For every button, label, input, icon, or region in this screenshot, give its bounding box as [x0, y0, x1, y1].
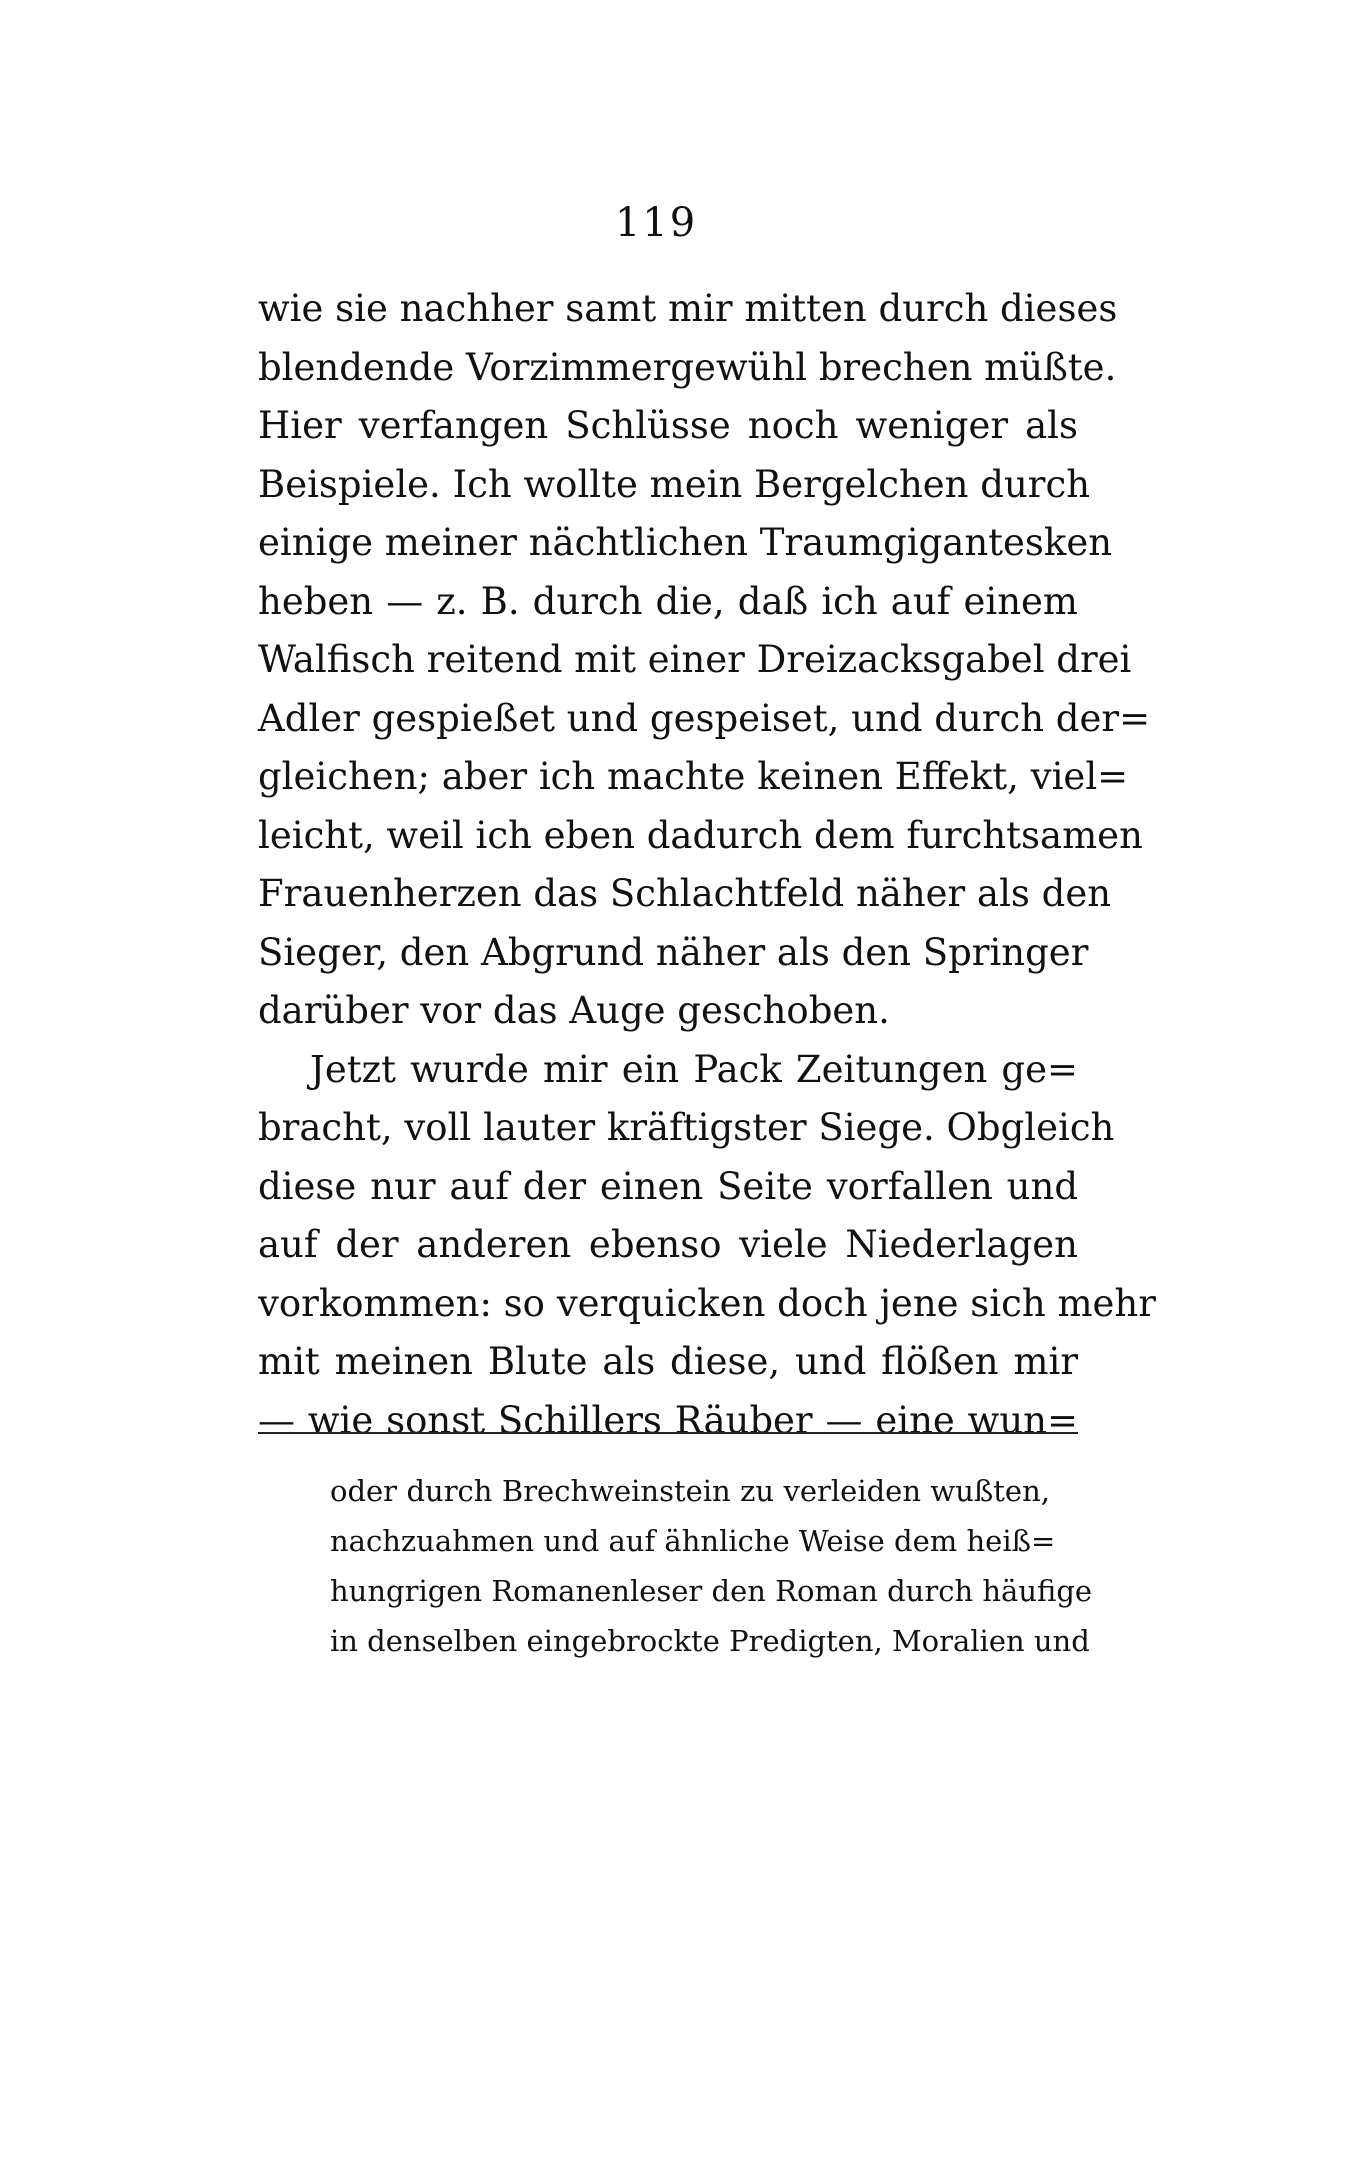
text-line: wie sie nachher samt mir mitten durch dieses — [258, 287, 1118, 330]
text-line: leicht, weil ich eben dadurch dem furchtsamen — [258, 813, 1143, 857]
text-line: vorkommen: so verquicken doch jene sich mehr — [258, 1281, 1156, 1325]
text-line: Adler gespießet und gespeiset, und durch der= — [258, 696, 1151, 740]
text-line: mit meinen Blute als diese, und flößen mir — [258, 1340, 1078, 1383]
text-line: heben — z. B. durch die, daß ich auf einem — [258, 579, 1078, 623]
text-line: blendende Vorzimmergewühl brechen müßte. — [258, 345, 1117, 389]
text-line: — wie sonst Schillers Räuber — eine wun= — [258, 1398, 1078, 1442]
footnote-line: in denselben eingebrockte Predigten, Moralien und — [330, 1624, 1090, 1658]
text-line: Walfisch reitend mit einer Dreizacksgabel drei — [258, 638, 1132, 681]
text-line: bracht, voll lauter kräftigster Siege. Obgleich — [258, 1106, 1115, 1149]
text-line: Sieger, den Abgrund näher als den Springer — [258, 930, 1089, 974]
footnote-line: nachzuahmen und auf ähnliche Weise dem heiß= — [330, 1524, 1056, 1558]
footnote — [330, 1466, 1093, 1666]
text-line: Frauenherzen das Schlachtfeld näher als den — [258, 872, 1112, 915]
footnote-line: oder durch Brechweinstein zu verleiden wußten, — [330, 1474, 1050, 1508]
text-line: diese nur auf der einen Seite vorfallen und — [258, 1164, 1078, 1208]
page-number: 119 — [614, 200, 698, 246]
paragraph-end-line: darüber vor das Auge geschoben. — [258, 989, 890, 1032]
text-line: einige meiner nächtlichen Traumgigantesken — [258, 521, 1113, 564]
body-text — [258, 280, 1156, 1450]
paragraph-start-line: Jetzt wurde mir ein Pack Zeitungen ge= — [310, 1047, 1078, 1091]
footnote-line: hungrigen Romanenleser den Roman durch häufige — [330, 1574, 1093, 1608]
footnote-divider — [258, 1432, 1078, 1434]
text-line: Hier verfangen Schlüsse noch weniger als — [258, 404, 1078, 447]
text-line: auf der anderen ebenso viele Niederlagen — [258, 1223, 1078, 1266]
text-line: Beispiele. Ich wollte mein Bergelchen durch — [258, 462, 1091, 506]
text-line: gleichen; aber ich machte keinen Effekt, viel= — [258, 755, 1129, 798]
